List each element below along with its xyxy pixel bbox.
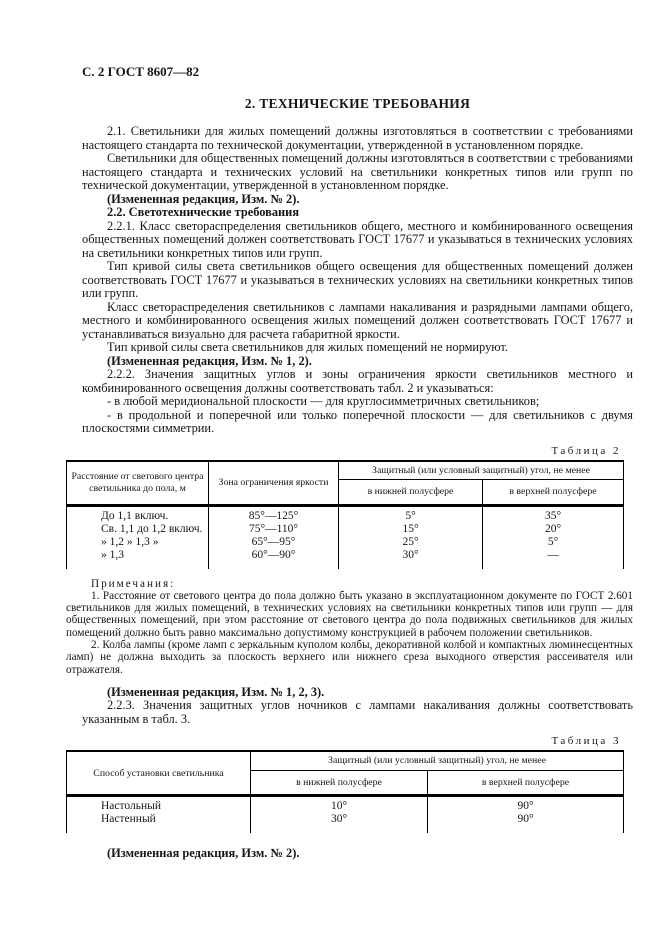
table2-col1-header: Расстояние от светового центра светильника до пола, м xyxy=(67,461,209,506)
notes-block xyxy=(66,578,633,676)
paragraph-2-2-1-d: Тип кривой силы света светильников для жилых помещений не нормируют. xyxy=(107,340,508,354)
table-cell: 15° xyxy=(339,523,483,536)
table2-subheader-lower: в нижней полусфере xyxy=(339,480,483,506)
table-cell: 65°—95° xyxy=(209,536,339,549)
table-row xyxy=(67,549,624,569)
table-cell: — xyxy=(483,549,624,569)
table3-header xyxy=(67,751,624,796)
table2-label: Таблица 2 xyxy=(551,444,621,457)
amendment-note-4: (Измененная редакция, Изм. № 2). xyxy=(107,846,300,861)
table3-subheader-lower: в нижней полусфере xyxy=(251,770,428,796)
table-cell: До 1,1 включ. xyxy=(67,505,209,523)
table-row xyxy=(67,813,624,833)
table-cell: Настольный xyxy=(67,796,251,814)
table-cell: 20° xyxy=(483,523,624,536)
subsection-2-2-title: 2.2. Светотехнические требования xyxy=(107,205,300,219)
table-cell: Св. 1,1 до 1,2 включ. xyxy=(67,523,209,536)
table3-subheader-upper: в верхней полусфере xyxy=(428,770,624,796)
amendment-note-1: (Измененная редакция, Изм. № 2). xyxy=(107,191,300,206)
notes-title: Примечания: xyxy=(91,577,176,590)
table3-block xyxy=(66,735,623,833)
table-row xyxy=(67,536,624,549)
paragraph-2-2-2: 2.2.2. Значения защитных углов и зоны ограничения яркости светильников местного и комбинированного освещения должны соответствовать табл. 2 и указываться: xyxy=(82,367,633,395)
list-item-2: - в продольной и поперечной или только поперечной плоскости — для светильников с двумя плоскостями симметрии. xyxy=(82,407,633,435)
table3-span-header: Защитный (или условный защитный) угол, не менее xyxy=(251,751,624,770)
table3-label: Таблица 3 xyxy=(551,735,621,748)
table-cell: 30° xyxy=(251,813,428,833)
table2-header xyxy=(67,461,624,506)
page-header: С. 2 ГОСТ 8607—82 xyxy=(82,64,200,79)
paragraph-2-1-cont: Светильники для общественных помещений должны изготовляться в соответствии с требованиями настоящего стандарта и технических условий на светильники конкретных типов или групп по технической документации, утвержденной в установленном порядке. xyxy=(82,151,633,192)
paragraph-2-2-1-c: Класс светораспределения светильников с лампами накаливания и разрядными лампами общего, местного и комбинированного освещения жилых помещений должен соответствовать ГОСТ 17677 и устанавливаться визуально для расчета габаритной яркости. xyxy=(82,299,633,341)
table-row xyxy=(67,505,624,523)
table-cell: 85°—125° xyxy=(209,505,339,523)
note-item-1: 1. Расстояние от светового центра до пола должно быть указано в эксплуатационном документе по ГОСТ 2.601 светильников для жилых помещений, в технических условиях на светильники конкретных типов или групп — для общественных помещений, при этом расстояние от светового центра до пола подвижных светильников для жилых помещений должно быть равно максимально допустимому конструкцией в рабочем положении светильников. xyxy=(66,589,633,639)
table-cell: Настенный xyxy=(67,813,251,833)
table-cell: 25° xyxy=(339,536,483,549)
table3-col1-header: Способ установки светильника xyxy=(67,751,251,796)
table-cell: 5° xyxy=(483,536,624,549)
table-cell: 60°—90° xyxy=(209,549,339,569)
table-cell: 5° xyxy=(339,505,483,523)
paragraph-2-2-3: 2.2.3. Значения защитных углов ночников с лампами накаливания должны соответствовать указанным в табл. 3. xyxy=(82,698,633,726)
table-cell: 75°—110° xyxy=(209,523,339,536)
body-text-2 xyxy=(82,686,633,727)
note-item-2: 2. Колба лампы (кроме ламп с зеркальным куполом колбы, декоративной колбой и компактных люминесцентных ламп) не должна выходить за плоскость верхнего или нижнего среза выходного отверстия рассеивателя или отражателя. xyxy=(66,638,633,676)
table2-block xyxy=(66,445,623,569)
paragraph-2-1: 2.1. Светильники для жилых помещений должны изготовляться в соответствии с требованиями настоящего стандарта по технической документации, утвержденной в установленном порядке. xyxy=(82,124,633,152)
table-cell: 35° xyxy=(483,505,624,523)
body-text xyxy=(82,125,633,436)
table2-subheader-upper: в верхней полусфере xyxy=(483,480,624,506)
table-cell: 10° xyxy=(251,796,428,814)
table2 xyxy=(66,460,624,569)
table-cell: 90° xyxy=(428,813,624,833)
table-cell: » 1,2 » 1,3 » xyxy=(67,536,209,549)
list-item-1: - в любой меридиональной плоскости — для круглосимметричных светильников; xyxy=(107,394,540,408)
amendment-note-2: (Измененная редакция, Изм. № 1, 2). xyxy=(107,353,312,368)
table3 xyxy=(66,750,624,833)
section-title: 2. ТЕХНИЧЕСКИЕ ТРЕБОВАНИЯ xyxy=(244,96,471,111)
paragraph-2-2-1: 2.2.1. Класс светораспределения светильников общего, местного и комбинированного освещения общественных помещений должен соответствовать ГОСТ 17677 и указываться в технических условиях на светильники конкретных типов или групп. xyxy=(82,218,633,260)
table-cell: 30° xyxy=(339,549,483,569)
table2-span-header: Защитный (или условный защитный) угол, не менее xyxy=(339,461,624,480)
table-row xyxy=(67,796,624,814)
body-text-3 xyxy=(82,847,633,861)
table-cell: 90° xyxy=(428,796,624,814)
amendment-note-3: (Измененная редакция, Изм. № 1, 2, 3). xyxy=(107,684,325,699)
paragraph-2-2-1-b: Тип кривой силы света светильников общего освещения для общественных помещений должен соответствовать ГОСТ 17677 и указываться в технических условиях на светильники конкретных типов или групп. xyxy=(82,259,633,300)
table-row xyxy=(67,523,624,536)
table2-col2-header: Зона ограничения яркости xyxy=(209,461,339,506)
table-cell: » 1,3 xyxy=(67,549,209,569)
